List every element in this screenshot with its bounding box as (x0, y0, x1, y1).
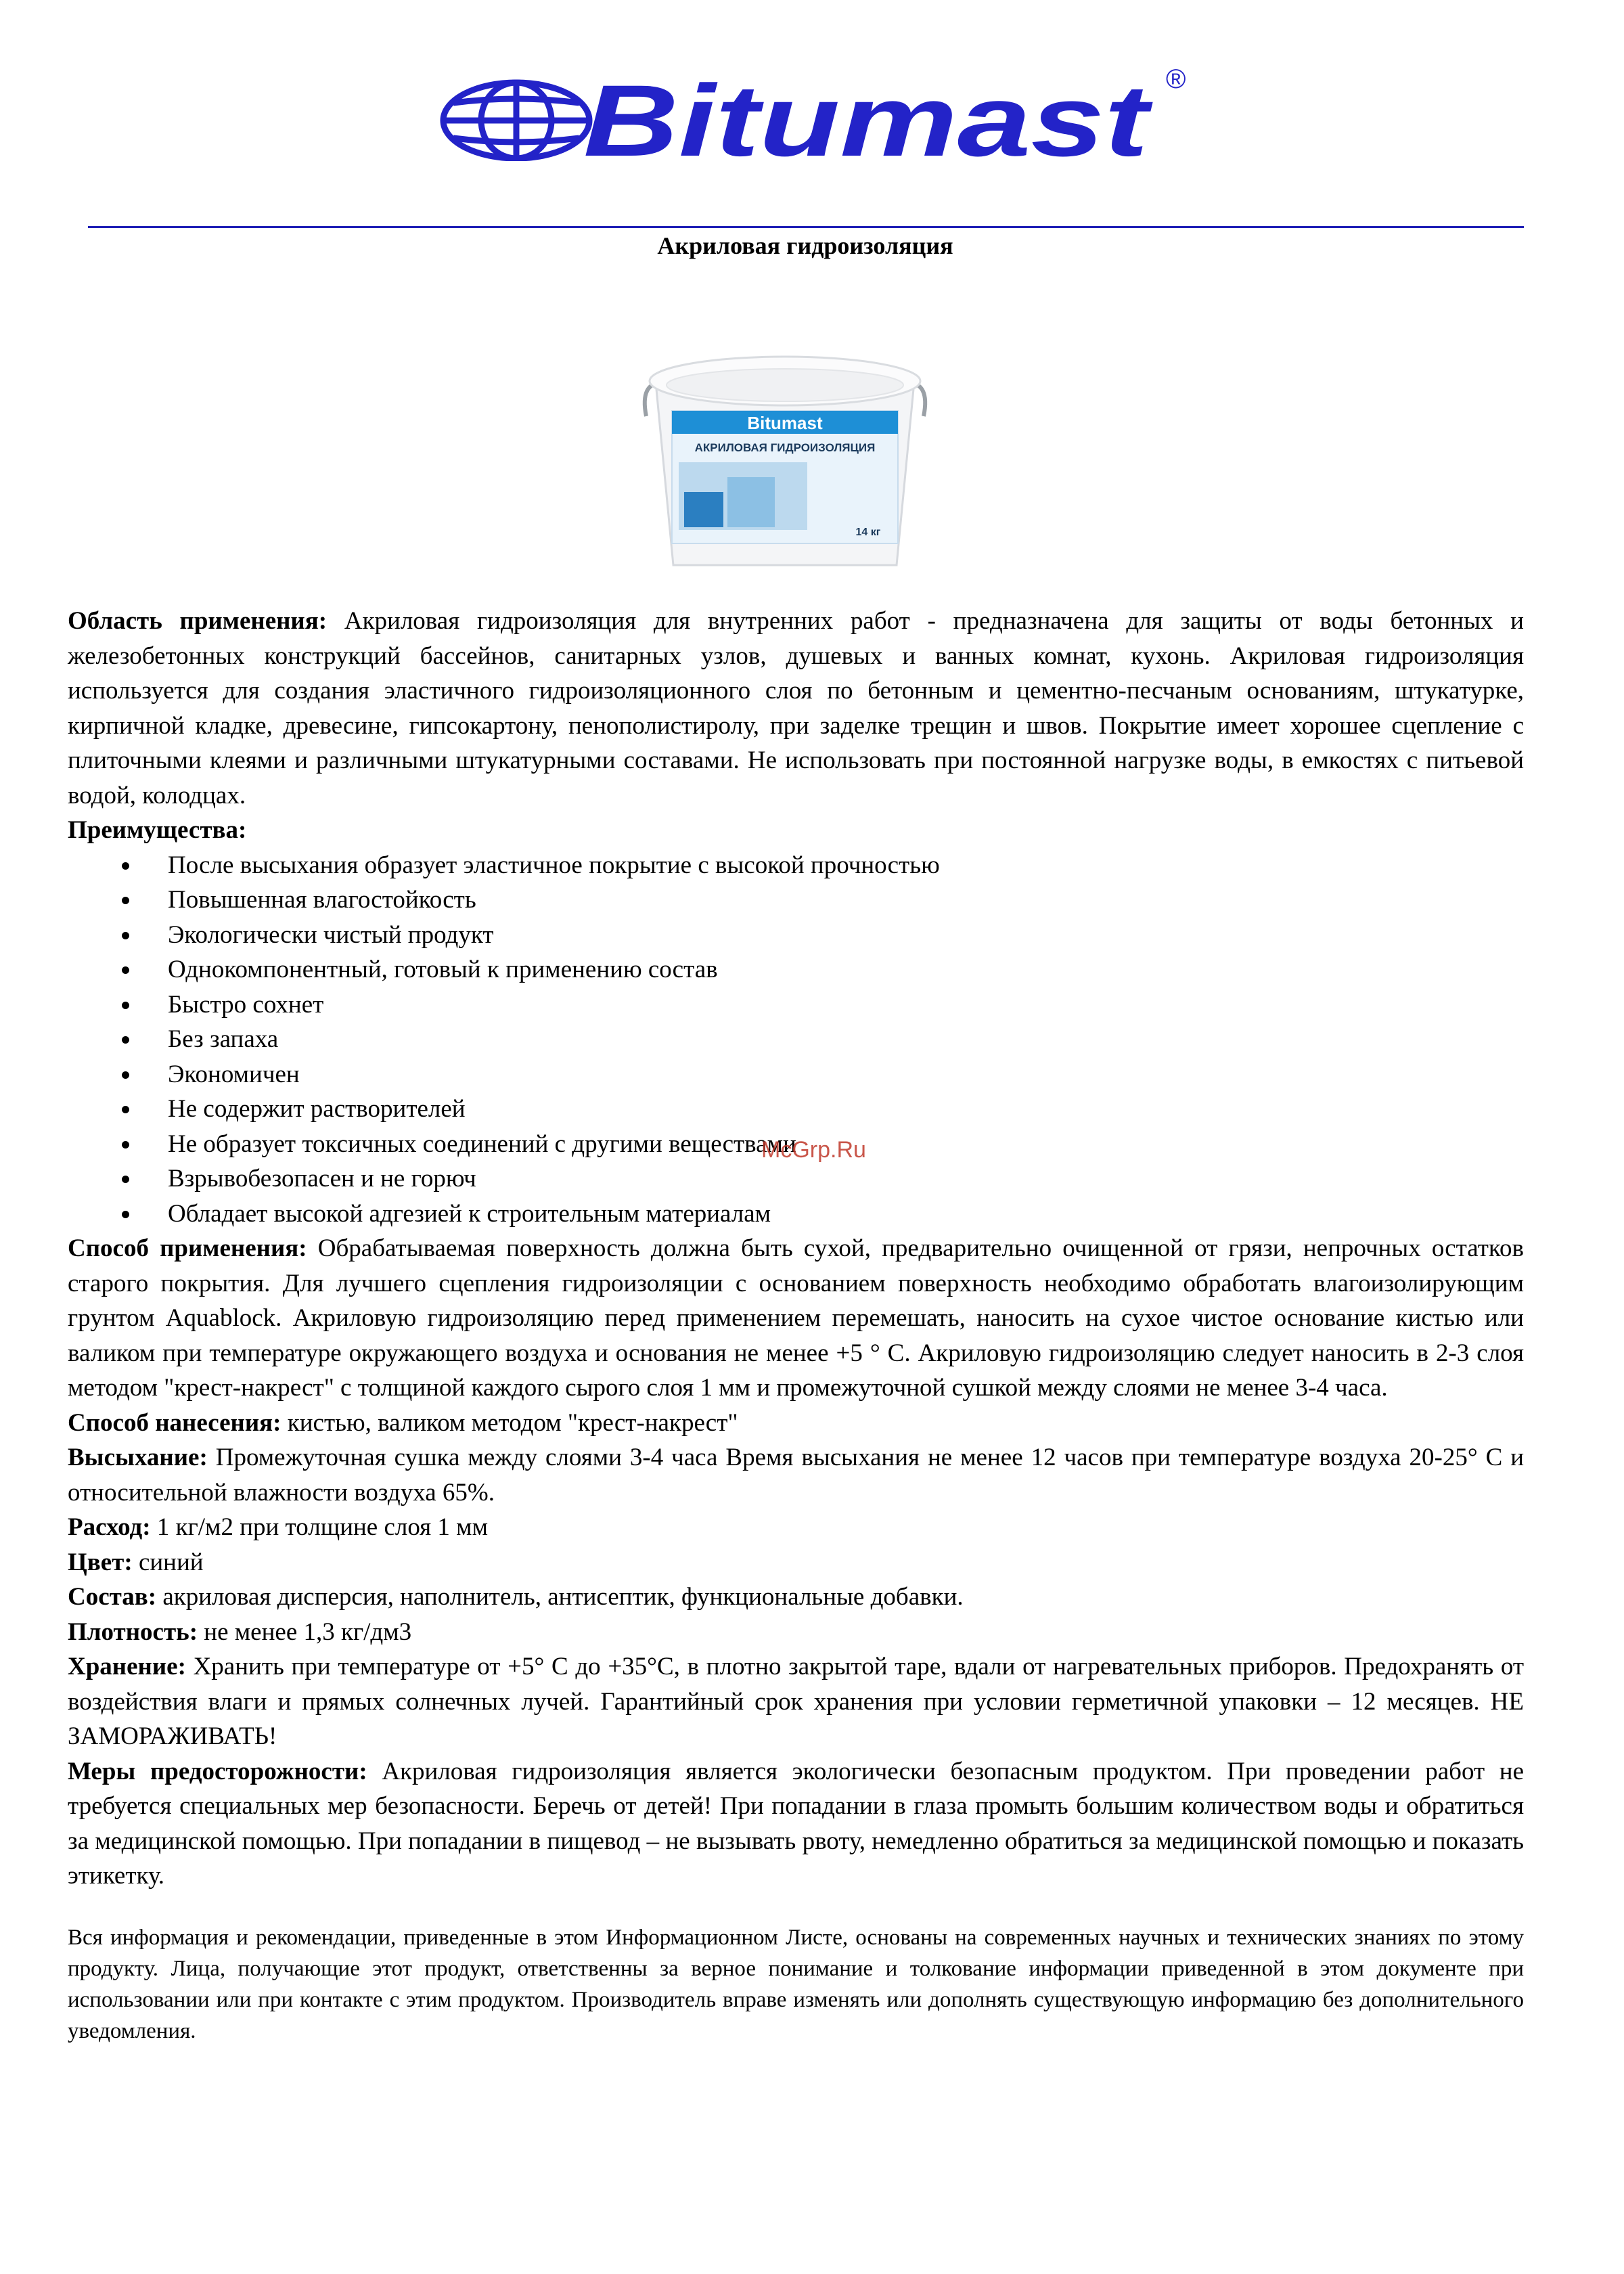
application-text: кистью, валиком методом "крест-накрест" (281, 1408, 738, 1437)
area-label: Область применения: (68, 607, 328, 635)
list-item (68, 1057, 1524, 1092)
bullet-icon (122, 1106, 129, 1113)
composition-text: акриловая дисперсия, наполнитель, антисептик, функциональные добавки. (156, 1583, 964, 1611)
bullet-icon (122, 1071, 129, 1079)
list-item-text: Повышенная влагостойкость (168, 886, 476, 914)
section-application (68, 1406, 1524, 1441)
section-drying (68, 1440, 1524, 1510)
section-storage (68, 1649, 1524, 1754)
color-label: Цвет: (68, 1548, 133, 1576)
list-item-text: Экономичен (168, 1060, 300, 1088)
area-text: Акриловая гидроизоляция для внутренних работ - предназначена для защиты от воды бетонных и железобетонных конструкций бассейнов, санитарных узлов, душевых и ванных комнат, кухонь. Акриловая гидроизоляция используется для создания эластичного гидроизоляционного слоя по бетонным и цементно-песчаным основаниям, штукатурке, кирпичной кладке, древесине, гипсокартону, пенополистиролу, при заделке трещин и швов. Покрытие имеет хорошее сцепление с плиточными клеями и различными штукатурными составами. Не использовать при постоянной нагрузке воды, в емкостях с питьевой водой, колодцах. (68, 607, 1524, 809)
storage-text: Хранить при температуре от +5° С до +35°С, в плотно закрытой таре, вдали от нагревательных приборов. Предохранять от воздействия влаги и прямых солнечных лучей. Гарантийный срок хранения при условии герметичной упаковки – 12 месяцев. НЕ ЗАМОРАЖИВАТЬ! (68, 1653, 1524, 1750)
section-color (68, 1545, 1524, 1580)
bullet-icon (122, 897, 129, 904)
method-label: Способ применения: (68, 1234, 307, 1262)
bullet-icon (122, 932, 129, 939)
list-item (68, 1161, 1524, 1197)
section-method (68, 1231, 1524, 1406)
bullet-icon (122, 1211, 129, 1218)
bucket-product-name: АКРИЛОВАЯ ГИДРОИЗОЛЯЦИЯ (694, 441, 876, 454)
section-area (68, 604, 1524, 813)
bullet-icon (122, 1176, 129, 1183)
bullet-icon (122, 1002, 129, 1009)
section-composition (68, 1580, 1524, 1615)
section-precautions (68, 1754, 1524, 1894)
list-item (68, 987, 1524, 1023)
advantages-label: Преимущества: (68, 816, 247, 844)
list-item-text: Экологически чистый продукт (168, 920, 494, 949)
list-item (68, 1022, 1524, 1057)
list-item-text: После высыхания образует эластичное покрытие с высокой прочностью (168, 851, 940, 879)
section-advantages-heading (68, 813, 1524, 848)
bullet-icon (122, 862, 129, 870)
bucket-brand: Bitumast (747, 413, 823, 433)
bullet-icon (122, 966, 129, 974)
section-density (68, 1615, 1524, 1650)
document-body (68, 604, 1524, 2047)
list-item (68, 1092, 1524, 1127)
list-item (68, 883, 1524, 918)
brand-logo (438, 60, 1203, 161)
precautions-label: Меры предосторожности: (68, 1757, 367, 1785)
page-title: Акриловая гидроизоляция (657, 232, 953, 259)
header-divider (88, 226, 1524, 228)
list-item (68, 848, 1524, 883)
consumption-text: 1 кг/м2 при толщине слоя 1 мм (150, 1513, 489, 1541)
list-item-text: Обладает высокой адгезией к строительным материалам (168, 1199, 771, 1228)
bullet-icon (122, 1036, 129, 1044)
section-consumption (68, 1510, 1524, 1545)
precautions-text: Акриловая гидроизоляция является экологически безопасным продуктом. При проведении работ не требуется специальных мер безопасности. Беречь от детей! При попадании в глаза промыть большим количеством воды и обратиться за медицинской помощью. При попадании в пищевод – не вызывать рвоту, немедленно обратиться за медицинской помощью и показать этикетку. (68, 1757, 1524, 1890)
drying-label: Высыхание: (68, 1444, 208, 1471)
disclaimer: Вся информация и рекомендации, приведенные в этом Информационном Листе, основаны на современных научных и технических знаниях по этому продукту. Лица, получающие этот продукт, ответственны за верное понимание и толкование информации приведенной в этом документе при использовании или при контакте с этим продуктом. Производитель вправе изменять или дополнять существующую информацию без дополнительного уведомления. (68, 1925, 1524, 2043)
product-image (626, 342, 944, 572)
list-item (68, 1197, 1524, 1232)
composition-label: Состав: (68, 1583, 157, 1611)
list-item-text: Взрывобезопасен и не горюч (168, 1165, 476, 1192)
consumption-label: Расход: (68, 1513, 151, 1541)
storage-label: Хранение: (68, 1653, 186, 1680)
density-label: Плотность: (68, 1618, 198, 1646)
list-item-text: Быстро сохнет (168, 990, 324, 1019)
watermark: McGrp.Ru (761, 1137, 866, 1163)
advantages-list (68, 848, 1524, 1232)
drying-text: Промежуточная сушка между слоями 3-4 часа Время высыхания не менее 12 часов при температуре воздуха 20-25° С и относительной влажности воздуха 65%. (68, 1444, 1524, 1507)
list-item-text: Не образует токсичных соединений с другими веществами (168, 1130, 796, 1158)
list-item (68, 952, 1524, 987)
bullet-icon (122, 1141, 129, 1149)
brand-name-text: Bitumast (583, 64, 1154, 161)
application-label: Способ нанесения: (68, 1408, 281, 1437)
method-text: Обрабатываемая поверхность должна быть сухой, предварительно очищенной от грязи, непрочных остатков старого покрытия. Для лучшего сцепления гидроизоляции с основанием поверхность необходимо обработать влагоизолирующим грунтом Aquablock. Акриловую гидроизоляцию перед применением перемешать, наносить на сухое чистое основание кистью или валиком при температуре окружающего воздуха и основания не менее +5 ° С. Акриловую гидроизоляцию следует наносить в 2-3 слоя методом "крест-накрест" с толщиной каждого сырого слоя 1 мм и промежуточной сушкой между слоями не менее 3-4 часа. (68, 1234, 1524, 1402)
list-item-text: Без запаха (168, 1025, 279, 1053)
globe-icon (443, 83, 589, 158)
list-item-text: Однокомпонентный, готовый к применению состав (168, 956, 718, 983)
color-text: синий (132, 1548, 204, 1576)
density-text: не менее 1,3 кг/дм3 (198, 1618, 412, 1646)
bucket-weight: 14 кг (855, 527, 881, 538)
list-item (68, 918, 1524, 953)
list-item-text: Не содержит растворителей (168, 1095, 466, 1123)
registered-mark: ® (1166, 64, 1186, 94)
